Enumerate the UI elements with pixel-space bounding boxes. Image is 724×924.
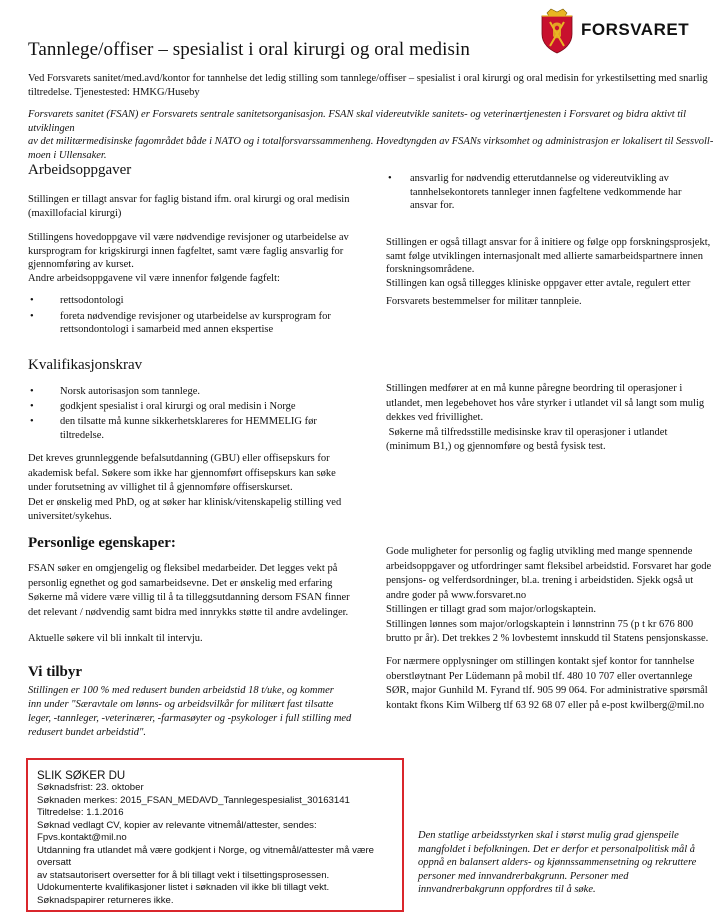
logo-text: FORSVARET <box>581 20 690 39</box>
application-reference: Søknaden merkes: 2015_FSAN_MEDAVD_Tannlegespesialist_30163141 <box>37 794 350 806</box>
text-line: inn under "Særavtale om lønns- og arbeidsvilkår for militært fast tilsatte <box>28 699 334 710</box>
fsan-line: av det militærmedisinske fagområdet både i NATO og i totalforsvarssammenheng. Hovedtyngden av FSANs virksomhet og administrasjon er lokalisert til Sessvoll- <box>28 136 714 147</box>
personlige-right <box>386 545 716 647</box>
text-line: (minimum B1,) og gjennomføre og bestå fysisk test. <box>386 441 606 452</box>
list-item-line: den tilsatte må kunne sikkerhetsklareres for HEMMELIG før <box>60 416 317 427</box>
text-line: personlig egnethet og god samarbeidsevne. Det er ønskelig med erfaring <box>28 577 333 589</box>
list-item-line: tiltredelse. <box>60 430 105 441</box>
intro-line: Ved Forsvarets sanitet/med.avd/kontor for tannhelse det ledig stilling som tannlege/offiser – spesialist i oral kirurgi og oral medisin for yrkestilsetting med snarlig <box>28 73 708 84</box>
application-email-link[interactable]: Fpvs.kontakt@mil.no <box>37 832 127 843</box>
text-line: gjennomføring av kurset. <box>28 259 134 270</box>
heading-arbeidsoppgaver: Arbeidsoppgaver <box>28 162 132 178</box>
list-item-line: ansvar for. <box>410 200 455 211</box>
text-line: Utdanning fra utlandet må være godkjent i Norge, og vitnemål/attester må være oversatt <box>37 844 375 868</box>
text-line: kontakt fkons Kim Wilberg tlf 63 92 68 07 eller på e-post kwilberg@mil.no <box>386 699 705 711</box>
text-line: av statsautorisert oversetter for å bli tillagt vekt i tilsettingsprosessen. <box>37 869 330 881</box>
text-line: FSAN søker en omgjengelig og fleksibel medarbeider. Det legges vekt på <box>28 563 338 574</box>
text-line: Søknadspapirer returneres ikke. <box>37 894 174 906</box>
text-line: Stillingen medfører at en må kunne påregne beordring til operasjoner i <box>386 383 683 394</box>
heading-vi-tilbyr: Vi tilbyr <box>28 664 83 680</box>
text-line: Søknad vedlagt CV, kopier av relevante vitnemål/attester, sendes: <box>37 819 317 831</box>
page-title: Tannlege/offiser – spesialist i oral kirurgi og oral medisin <box>28 39 470 60</box>
text-line: universitet/sykehus. <box>28 511 112 522</box>
text-line: Stillingen er 100 % med redusert bunden arbeidstid 18 t/uke, og kommer <box>28 685 334 696</box>
fsan-line: moen i Ullensaker. <box>28 149 107 161</box>
personlige-text <box>28 562 378 620</box>
text-line: oberstløytnant Per Lüdemann på mobil tlf. 480 10 707 eller overtannlege <box>386 670 693 682</box>
text-line: Aktuelle søkere vil bli innkalt til intervju. <box>28 633 203 644</box>
text-line: For nærmere opplysninger om stillingen kontakt sjef kontor for tannhelse <box>386 656 695 667</box>
vi-tilbyr-text <box>28 684 378 740</box>
list-item-line: rettsondontologi i samarbeid med annen ekspertise <box>60 324 274 335</box>
arbeidsoppgaver-right-bullets <box>386 172 716 213</box>
list-item <box>28 415 368 443</box>
text-line: akademisk befal. Søkere som ikke har gjennomført offisерskurs kan søke <box>28 467 336 479</box>
arbeidsoppgaver-right-text <box>386 236 716 290</box>
text-line: innvandrerbakgrunn oppfordres til å søke. <box>418 884 596 895</box>
text-line: samt følge utviklingen internasjonalt med allierte samarbeidspartnere innen <box>386 250 703 262</box>
list-item <box>28 310 368 337</box>
text-line: Udokumenterte kvalifikasjoner listet i søknaden vil ikke bli tillagt vekt. <box>37 882 330 893</box>
text-line: redusert bundet arbeidstid". <box>28 727 147 738</box>
heading-personlige-egenskaper: Personlige egenskaper: <box>28 535 176 551</box>
intro-line: tiltredelse. Tjenestested: HMKG/Huseby <box>28 86 200 98</box>
forsvaret-logo <box>538 6 708 54</box>
text-line: arbeidsoppgaver og utfordringer samt fleksibel arbeidstid. Forsvaret har gode <box>386 560 712 572</box>
text-line: Forsvarets bestemmelser for militær tannpleie. <box>386 296 582 307</box>
text-line: Søkerne må videre være villig til å ta tilleggsutdanning dersom FSAN finner <box>28 592 350 603</box>
arbeidsoppgaver-main <box>28 231 368 285</box>
text-line: personer med innvandrerbakgrunn. Personer med <box>418 870 629 882</box>
text-line: Stillingen kan også tillegges kliniske oppgaver etter avtale, regulert etter <box>386 277 691 289</box>
text-line: Gode muligheter for personlig og faglig utvikling med mange spennende <box>386 546 693 557</box>
text-line: Andre arbeidsoppgavene vil være innenfor følgende fagfelt: <box>28 272 280 284</box>
text-line: Stillingens hovedoppgave vil være nødvendige revisjoner og utarbeidelse av <box>28 232 349 243</box>
contact-info <box>386 655 716 713</box>
text-line: oppnå en balansert alders- og kjønnssammensetning og rekruttere <box>418 857 697 868</box>
text-line: Søkerne må tilfredsstille medisinske krav til operasjoner i utlandet <box>386 426 668 438</box>
text-line: Det kreves grunnleggende befalsutdanning (GBU) eller offisерskurs for <box>28 453 330 464</box>
text-line: det relevant / nødvendig samt bidra med innrykks støtte til andre avdelinger. <box>28 606 349 618</box>
arbeidsoppgaver-left <box>28 193 368 220</box>
fsan-description <box>28 108 718 162</box>
text-line: dekkes ved frivillighet. <box>386 412 484 423</box>
text-line: Stillingen er også tillagt ansvar for å initiere og følge opp forskningsprosjekt, <box>386 237 711 248</box>
text-line: utlandet, men legebehovet hos våre styrker i utlandet vil så langt som mulig <box>386 397 705 409</box>
kvalifikasjonskrav-text <box>28 452 368 525</box>
list-item-line: tannhelsekontorets tannleger innen fagfeltene vedkommende har <box>410 186 682 198</box>
text-line: brutto pr år). Det trekkes 2 % lovbestemt innskudd til Statens pensjonskasse. <box>386 633 709 644</box>
text-line: andre goder på www.forsvaret.no <box>386 589 527 601</box>
list-item: • Norsk autorisasjon som tannlege. <box>28 385 368 399</box>
deadline: Søknadsfrist: 23. oktober <box>37 782 144 793</box>
application-box <box>26 758 404 912</box>
start-date: Tiltredelse: 1.1.2016 <box>37 807 124 818</box>
arbeidsoppgaver-bullets <box>28 294 368 337</box>
text-line: pensjons- og velferdsordninger, bl.a. trening i arbeidstiden. Sjekk også ut <box>386 575 694 586</box>
text-line: kursprogram for krigskirurgi innen fagfeltet, samt være faglig ansvarlig for <box>28 245 344 257</box>
text-line: leger, -tannleger, -veterinærer, -farmasøyter og -psykologer i full stilling med <box>28 713 352 724</box>
text-line: forskningsområdene. <box>386 264 475 275</box>
text-line: Stillingen er tillagt grad som major/orlogskaptein. <box>386 604 596 615</box>
text-line: Stillingen er tillagt ansvar for faglig bistand ifm. oral kirurgi og oral medisin <box>28 194 350 205</box>
heading-kvalifikasjonskrav: Kvalifikasjonskrav <box>28 357 143 373</box>
text-line: mangfoldet i befolkningen. Det er derfor et personalpolitisk mål å <box>418 843 696 855</box>
kvalifikasjonskrav-bullets <box>28 385 368 443</box>
text-line: Stillingen lønnes som major/orlogskaptein i lønnstrinn 75 (p t kr 676 800 <box>386 618 694 630</box>
application-heading: SLIK SØKER DU <box>37 770 126 782</box>
kvalifikasjonskrav-right <box>386 382 716 455</box>
list-item-line: foreta nødvendige revisjoner og utarbeidelse av kursprogram for <box>60 310 331 322</box>
text-line: SØR, major Gunhild M. Fyrand tlf. 905 99 064. For administrative spørsmål <box>386 685 708 696</box>
norwegian-armed-forces-crest-icon <box>538 6 576 54</box>
list-item <box>386 172 716 213</box>
text-line: (maxillofacial kirurgi) <box>28 207 122 219</box>
list-item: • godkjent spesialist i oral kirurgi og oral medisin i Norge <box>28 400 368 414</box>
text-line: under forutsetning av villighet til å gjennomføre offiserskurset. <box>28 482 293 493</box>
text-line: Det er ønskelig med PhD, og at søker har klinisk/vitenskapelig stilling ved <box>28 496 342 508</box>
list-item-line: ansvarlig for nødvendig etterutdannelse og videreutvikling av <box>410 173 669 184</box>
intro <box>28 72 708 99</box>
fsan-line: Forsvarets sanitet (FSAN) er Forsvarets sentrale sanitetsorganisasjon. FSAN skal videreutvikle sanitets- og veterinærtjenesten i Forsvaret og bidra aktivt til utviklingen <box>28 109 687 134</box>
text-line: Den statlige arbeidsstyrken skal i størst mulig grad gjenspeile <box>418 830 679 841</box>
list-item: • rettsodontologi <box>28 294 368 308</box>
diversity-statement <box>418 829 718 897</box>
